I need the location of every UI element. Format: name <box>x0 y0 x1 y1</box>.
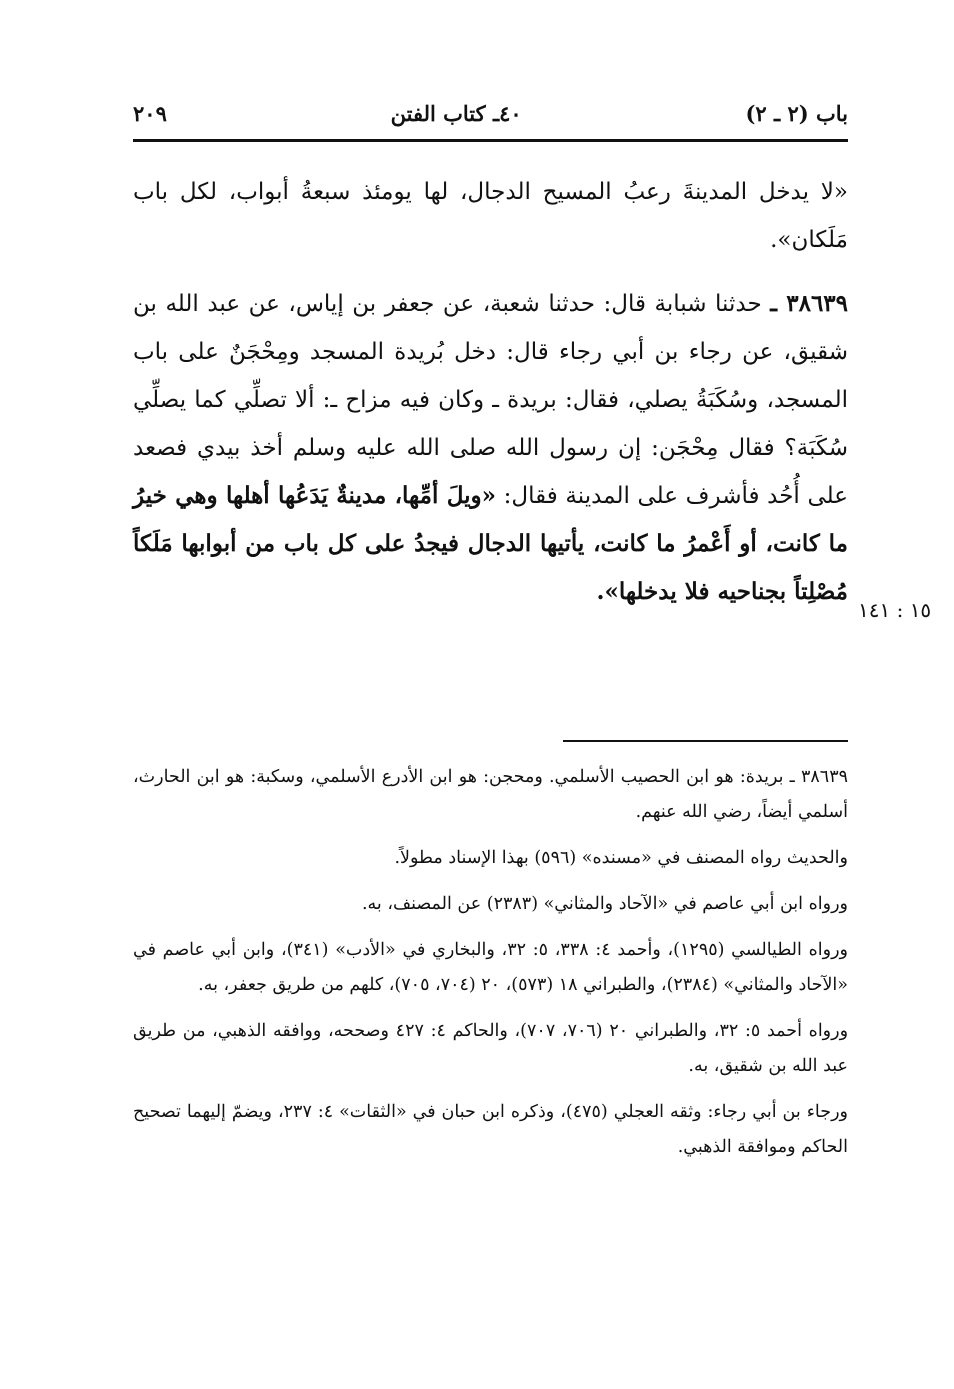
page-number: ٢٠٩ <box>133 100 167 126</box>
footnote: ورواه أحمد ٥: ٣٢، والطبراني ٢٠ (٧٠٦، ٧٠٧)، والحاكم ٤: ٤٢٧ وصححه، ووافقه الذهبي، من طريق عبد الله بن شقيق، به. <box>133 1021 849 1076</box>
footnote: ورواه الطيالسي (١٢٩٥)، وأحمد ٤: ٣٣٨، ٥: ٣٢، والبخاري في «الأدب» (٣٤١)، وابن أبي عاصم في «الآحاد والمثاني» (٢٣٨٤)، والطبراني ١٨ (٥٧٣)، ٢٠ (٧٠٤، ٧٠٥)، كلهم من طريق جعفر، به. <box>133 940 848 995</box>
footnote: ورجاء بن أبي رجاء: وثقه العجلي (٤٧٥)، وذكره ابن حبان في «الثقات» ٤: ٢٣٧، ويضمّ إليهما تصحيح الحاكم وموافقة الذهبي. <box>133 1102 848 1157</box>
page-header <box>133 95 848 131</box>
main-text <box>133 168 848 632</box>
intro-paragraph: «لا يدخل المدينةَ رعبُ المسيح الدجال، لها يومئذ سبعةُ أبواب، لكل باب مَلَكان». <box>133 179 848 253</box>
hadith-quote: «ويلَ أمِّها، مدينةٌ يَدَعُها أهلها وهي خيرُ ما كانت، أو أَعْمرُ ما كانت، يأتيها الدجال فيجدُ على كل باب من أبوابها مَلَكاً مُصْلِتاً بجناحيه فلا يدخلها». <box>133 482 848 605</box>
chapter-label: باب (٢ ـ ٢) <box>745 100 848 126</box>
book-title: ٤٠ـ كتاب الفتن <box>390 100 522 126</box>
footnote: ٣٨٦٣٩ ـ بريدة: هو ابن الحصيب الأسلمي. ومحجن: هو ابن الأدرع الأسلمي، وسكبة: هو ابن الحارث، أسلمي أيضاً، رضي الله عنهم. <box>133 767 848 822</box>
footnote: ورواه ابن أبي عاصم في «الآحاد والمثاني» (٢٣٨٣) عن المصنف، به. <box>361 894 848 914</box>
hadith-paragraph <box>133 280 848 616</box>
hadith-isnad: حدثنا شبابة قال: حدثنا شعبة، عن جعفر بن إياس، عن عبد الله بن شقيق، عن رجاء بن أبي رجاء قال: دخل بُريدة المسجد ومِحْجَنٌ على باب المسجد، وسُكَبَةُ يصلي، فقال: بريدة ـ وكان فيه مزاح ـ: ألا تصلِّي كما يصلِّي سُكَبَة؟ فقال مِحْجَن: إن رسول الله صلى الله عليه وسلم أخذ بيدي فصعد على أُحُد فأشرف على المدينة فقال: <box>133 291 848 509</box>
footnotes <box>133 760 848 1176</box>
margin-reference: ١٥ : ١٤١ <box>858 598 932 622</box>
hadith-number: ٣٨٦٣٩ ـ <box>770 290 849 317</box>
footnote: والحديث رواه المصنف في «مسنده» (٥٩٦) بهذا الإسناد مطولاً. <box>394 848 848 868</box>
header-rule <box>133 139 848 142</box>
footnote-rule <box>563 740 848 742</box>
